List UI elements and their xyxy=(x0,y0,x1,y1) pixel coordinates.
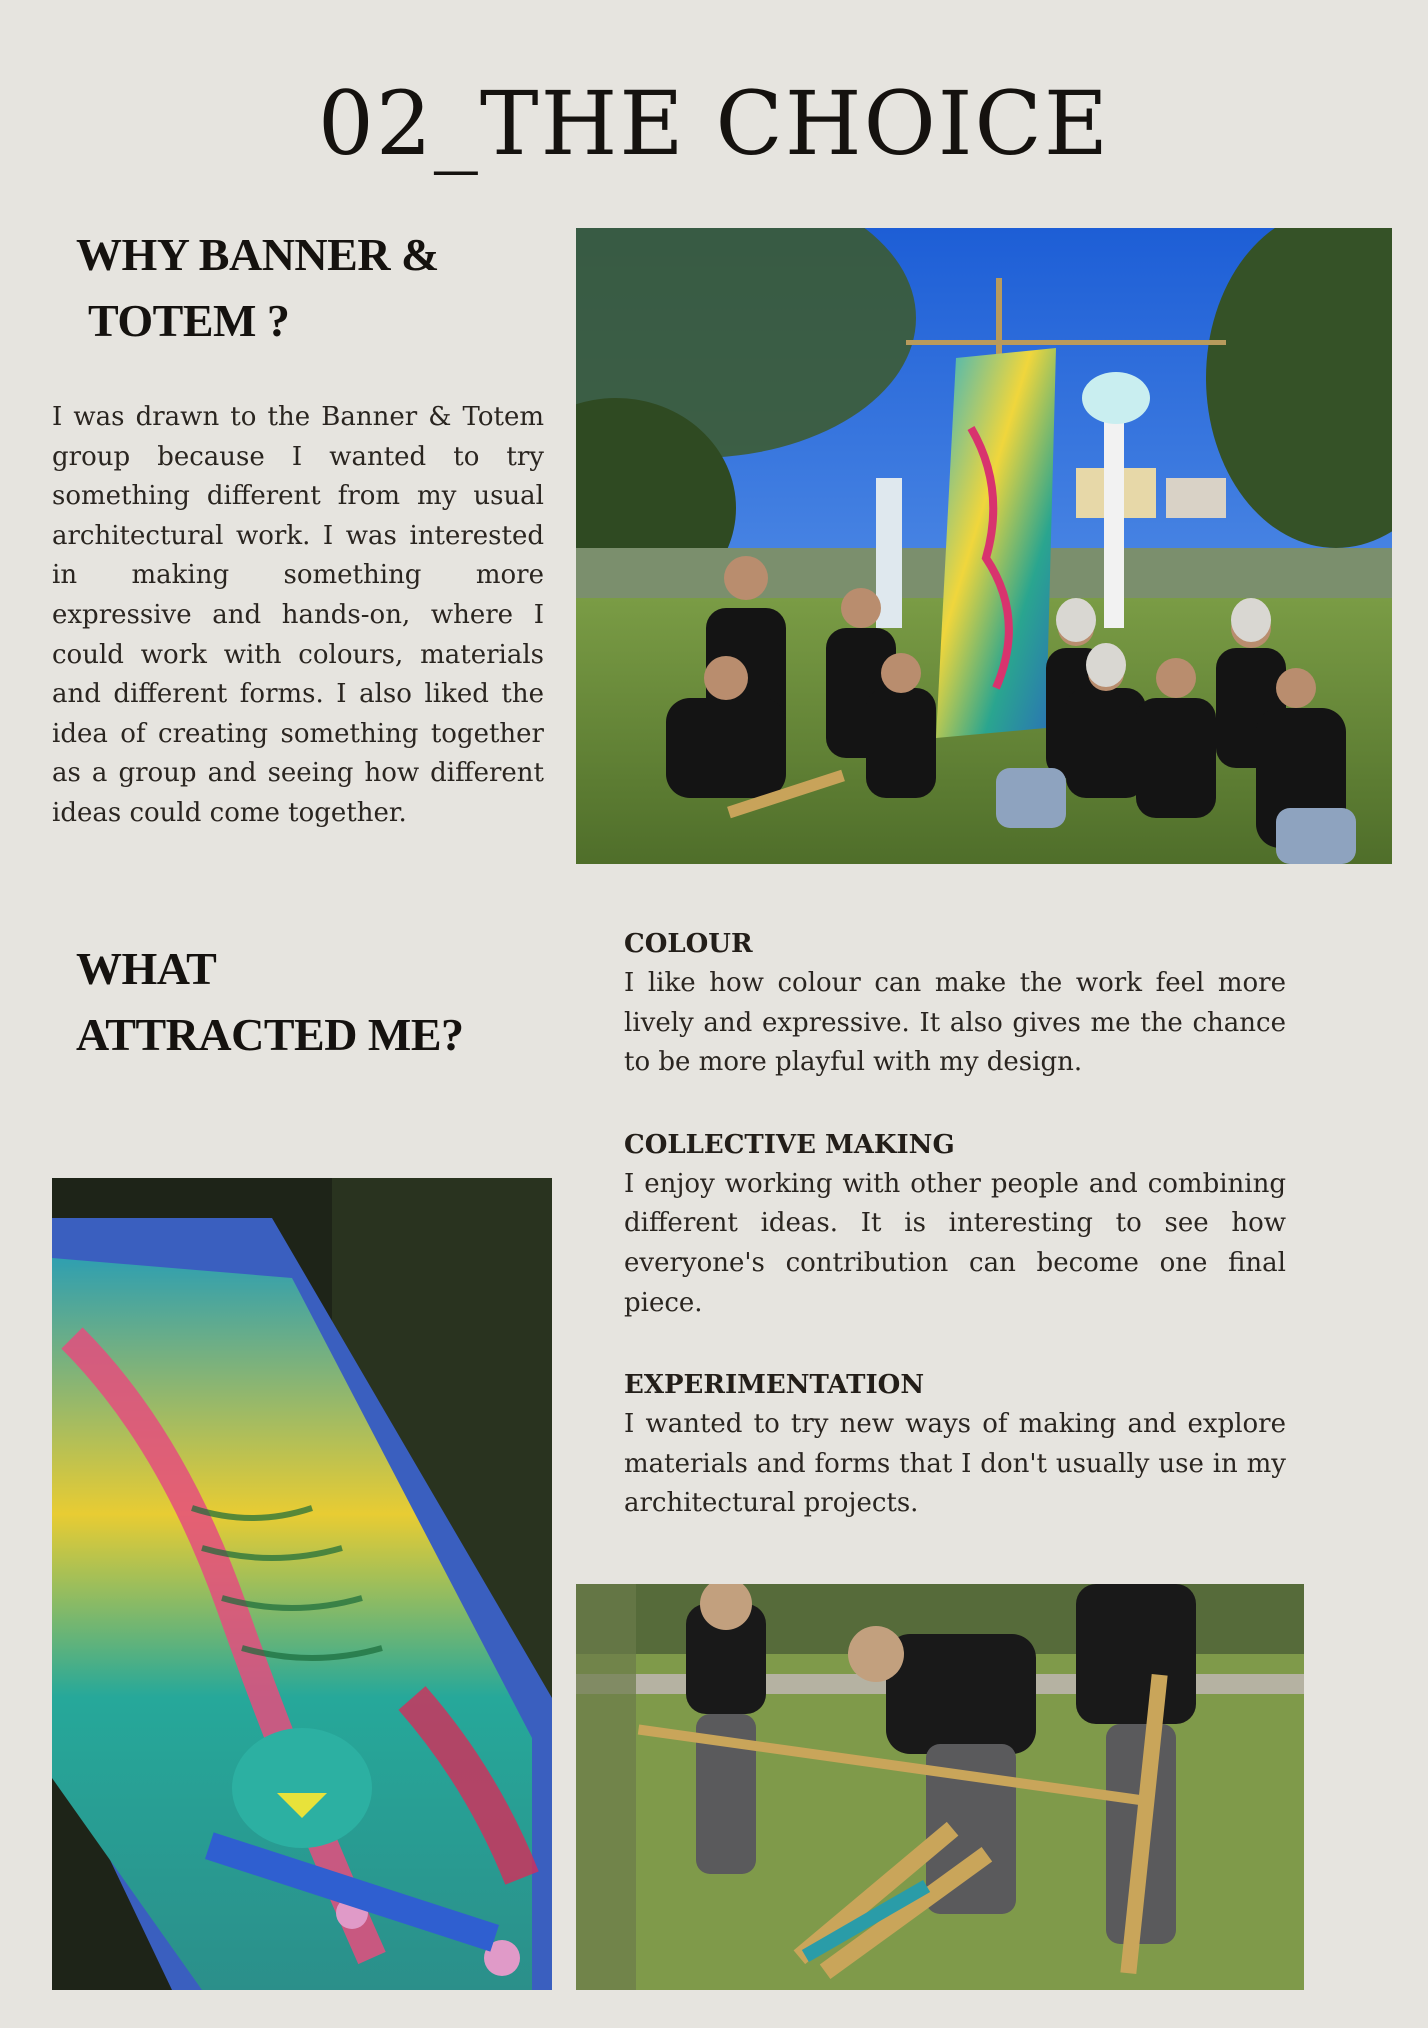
attracted-sections xyxy=(624,924,1286,1524)
attracted-heading xyxy=(76,936,536,1068)
section-colour-title: COLOUR xyxy=(624,929,753,959)
section-colour xyxy=(624,924,1286,1083)
page-title: 02_THE CHOICE xyxy=(317,72,1111,175)
why-heading xyxy=(76,222,536,354)
attracted-heading-line2: ATTRACTED ME? xyxy=(76,1009,464,1060)
section-collective-body: I enjoy working with other people and combining different ideas. It is interesting to see how everyone's contribution can become one final piece. xyxy=(624,1168,1286,1318)
tiger-banner-image xyxy=(52,1178,552,1990)
attracted-heading-line1: WHAT xyxy=(76,943,217,994)
why-heading-line1: WHY BANNER & xyxy=(76,229,439,280)
tiger-banner-photo xyxy=(52,1178,552,1990)
group-photo xyxy=(576,228,1392,864)
why-body: I was drawn to the Banner & Totem group because I wanted to try something different from my usual architectural work. I was interested in making something more expressive and hands-on, where I could work with colours, materials and different forms. I also liked the idea of creating something together as a group and seeing how different ideas could come together. xyxy=(52,402,544,828)
section-colour-body: I like how colour can make the work feel more lively and expressive. It also gives me the chance to be more playful with my design. xyxy=(624,968,1286,1078)
section-collective-making xyxy=(624,1125,1286,1323)
section-experimentation-body: I wanted to try new ways of making and explore materials and forms that I don't usually use in my architectural projects. xyxy=(624,1409,1286,1519)
section-experimentation-title: EXPERIMENTATION xyxy=(624,1370,925,1401)
bamboo-making-image xyxy=(576,1584,1304,1990)
section-experimentation xyxy=(624,1365,1286,1524)
group-photo-image xyxy=(576,228,1392,864)
why-heading-line2: TOTEM ? xyxy=(88,295,290,346)
bamboo-making-photo xyxy=(576,1584,1304,1990)
section-collective-title: COLLECTIVE MAKING xyxy=(624,1129,955,1160)
